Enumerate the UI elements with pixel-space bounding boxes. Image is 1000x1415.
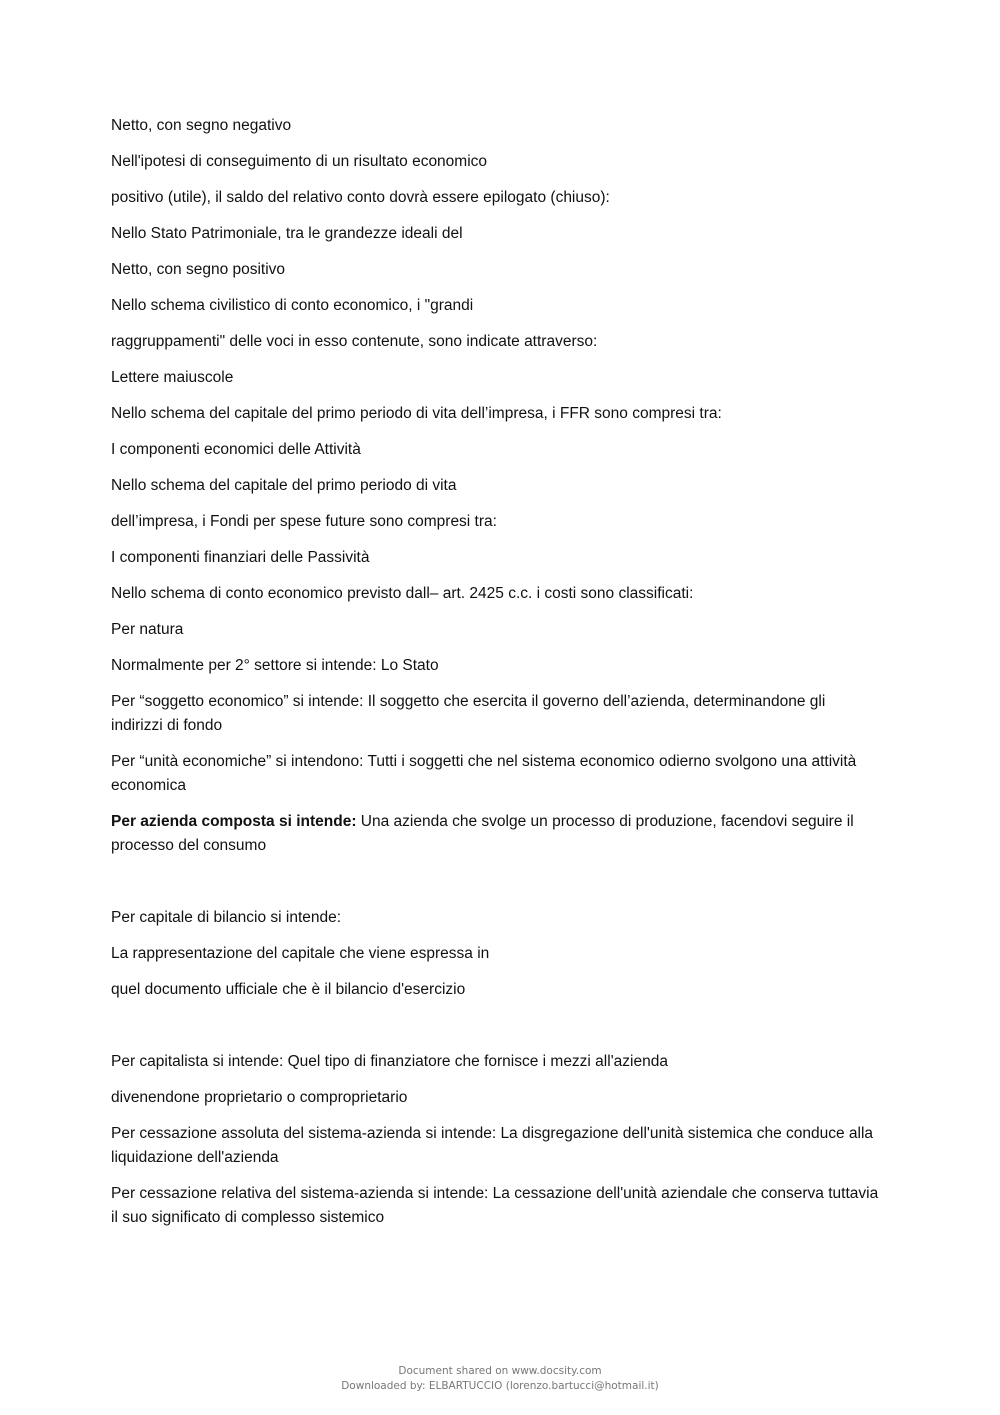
paragraph: positivo (utile), il saldo del relativo conto dovrà essere epilogato (chiuso): — [111, 189, 610, 206]
paragraph: divenendone proprietario o comproprietario — [111, 1089, 408, 1106]
paragraph: Lettere maiuscole — [111, 369, 234, 386]
paragraph: Normalmente per 2° settore si intende: Lo Stato — [111, 657, 439, 674]
paragraph: Nello Stato Patrimoniale, tra le grandezze ideali del — [111, 225, 463, 242]
paragraph: Netto, con segno negativo — [111, 117, 292, 134]
paragraph-text: Una azienda che svolge un processo di produzione, facendovi seguire il processo del consumo — [111, 813, 854, 854]
paragraph: Nello schema del capitale del primo periodo di vita dell’impresa, i FFR sono compresi tra: — [111, 405, 722, 422]
paragraph: I componenti economici delle Attività — [111, 441, 361, 458]
paragraph: quel documento ufficiale che è il bilancio d'esercizio — [111, 981, 466, 998]
footer-downloaded-text: Downloaded by: ELBARTUCCIO (lorenzo.bartucci@hotmail.it) — [341, 1380, 659, 1392]
paragraph: Per cessazione relativa del sistema-azienda si intende: La cessazione dell'unità aziendale che conserva tuttavia il suo significato di complesso sistemico — [111, 1185, 879, 1226]
document-body — [111, 114, 881, 1242]
paragraph: Per “soggetto economico” si intende: Il soggetto che esercita il governo dell’azienda, determinandone gli indirizzi di fondo — [111, 693, 826, 734]
paragraph: Nello schema di conto economico previsto dall– art. 2425 c.c. i costi sono classificati: — [111, 585, 694, 602]
paragraph: dell’impresa, i Fondi per spese future sono compresi tra: — [111, 513, 497, 530]
paragraph: Nello schema del capitale del primo periodo di vita — [111, 477, 457, 494]
paragraph: Per capitalista si intende: Quel tipo di finanziatore che fornisce i mezzi all'azienda — [111, 1053, 668, 1070]
footer-shared-text: Document shared on www.docsity.com — [398, 1365, 602, 1377]
paragraph: raggruppamenti" delle voci in esso contenute, sono indicate attraverso: — [111, 333, 598, 350]
paragraph: Per “unità economiche” si intendono: Tutti i soggetti che nel sistema economico odierno svolgono una attività economica — [111, 753, 857, 794]
paragraph: Per natura — [111, 621, 184, 638]
paragraph: La rappresentazione del capitale che viene espressa in — [111, 945, 490, 962]
paragraph: Netto, con segno positivo — [111, 261, 286, 278]
paragraph: Per cessazione assoluta del sistema-azienda si intende: La disgregazione dell'unità sistemica che conduce alla liquidazione dell'azienda — [111, 1125, 874, 1166]
paragraph: Nello schema civilistico di conto economico, i "grandi — [111, 297, 474, 314]
paragraph — [111, 810, 881, 858]
paragraph: Nell'ipotesi di conseguimento di un risultato economico — [111, 153, 488, 170]
paragraph: Per capitale di bilancio si intende: — [111, 909, 342, 926]
bold-term: Per azienda composta si intende: — [111, 813, 357, 830]
page-footer — [0, 1364, 1000, 1394]
paragraph: I componenti finanziari delle Passività — [111, 549, 370, 566]
